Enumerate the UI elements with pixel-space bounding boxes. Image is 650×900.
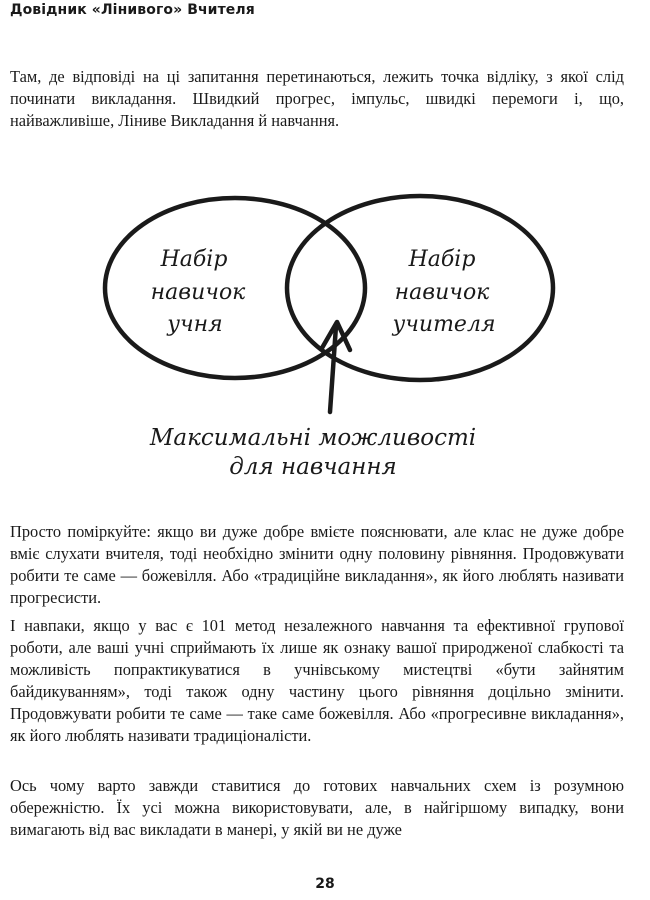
venn-diagram [0, 140, 650, 490]
right-circle-label-line1: Набір [408, 247, 476, 272]
left-circle-label-line3: учня [167, 312, 223, 337]
running-header: Довідник «Лінивого» Вчителя [10, 2, 255, 18]
paragraph-intro: Там, де відповіді на ці запитання перетинаються, лежить точка відліку, з якої слід починати викладання. Швидкий прогрес, імпульс, швидкі перемоги і, що, найважливіше, Ліниве Викладання й навчання. [10, 67, 624, 130]
paragraph-body-3: Ось чому варто завжди ставитися до готових навчальних схем із розумною обережністю. Їх усі можна використовувати, але, в найгіршому випадку, вони вимагають від вас викладати в манері, у якій ви не дуже [10, 776, 624, 839]
paragraph-body-2: І навпаки, якщо у вас є 101 метод незалежного навчання та ефективної групової роботи, але ваші учні сприймають їх лише як ознаку вашої природженої слабкості та можливість попрактикуватися в учнівському мистецтві «бути зайнятим байдикуванням», тоді також одну частину цього рівняння доцільно змінити. Продовжувати робити те саме — таке саме божевілля. Або «прогресивне викладання», як його люблять називати традиціоналісти. [10, 616, 624, 745]
left-circle-label-line2: навичок [150, 280, 246, 305]
page-number: 28 [315, 876, 335, 892]
left-circle-label-line1: Набір [160, 247, 228, 272]
diagram-caption-line1: Максимальні можливості [149, 425, 477, 451]
diagram-caption-line2: для навчання [229, 454, 397, 480]
right-circle-label-line2: навичок [394, 280, 490, 305]
arrow-shaft [330, 326, 336, 412]
paragraph-body-1: Просто поміркуйте: якщо ви дуже добре вмієте пояснювати, але клас не дуже добре вміє слухати вчителя, тоді необхідно змінити одну половину рівняння. Продовжувати робити те саме — божевілля. Або «традиційне викладання», як його люблять називати прогресисти. [10, 522, 624, 607]
right-circle-label-line3: учителя [392, 312, 496, 337]
